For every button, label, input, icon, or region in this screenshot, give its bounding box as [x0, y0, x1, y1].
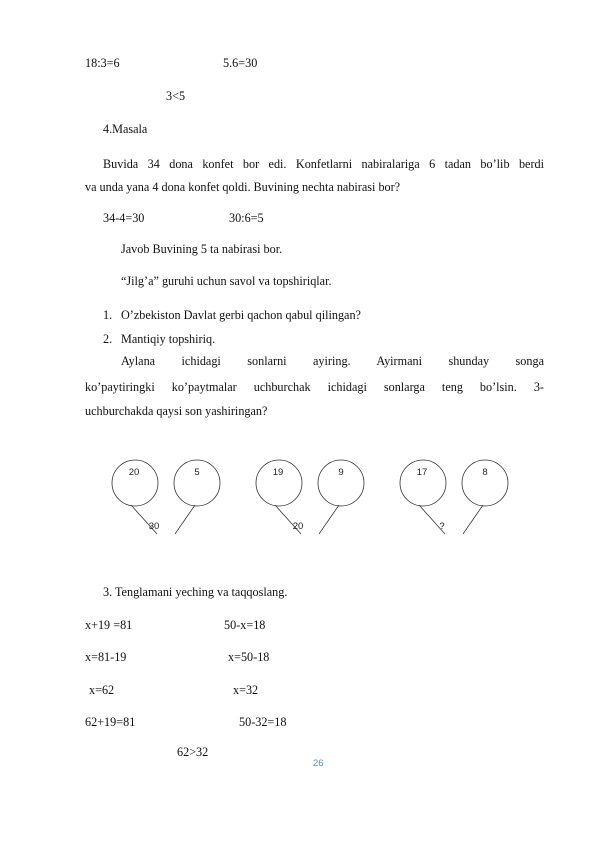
solution-step-1: 34-4=30 [103, 211, 145, 225]
left-circle-number: 19 [272, 467, 284, 478]
task-3-heading: 3. Tenglamani yeching va taqqoslang. [103, 585, 288, 599]
comparison-result: 62>32 [177, 745, 209, 759]
logic-task-line-3: uchburchakda qaysi son yashiringan? [85, 404, 268, 418]
problem-text-line-2: va unda yana 4 dona konfet qoldi. Buvining nechta nabirasi bor? [85, 180, 401, 194]
right-circle-number: 9 [338, 467, 344, 478]
logic-task-line-2: ko’paytiringki ko’paytmalar uchburchak ichidagi sonlarga teng bo’lsin. 3- [85, 380, 544, 394]
question-2-number: 2. [103, 332, 113, 346]
question-1-text: O’zbekiston Davlat gerbi qachon qabul qilingan? [121, 308, 361, 322]
right-circle-number: 5 [194, 467, 200, 478]
triangle-number: 30 [148, 521, 160, 532]
eq-18-div-3: 18:3=6 [85, 56, 120, 70]
left-circle-number: 17 [416, 467, 428, 478]
equation-2-right: x=50-18 [228, 650, 270, 664]
equation-1-left: x+19 =81 [85, 618, 133, 632]
equation-4-right: 50-32=18 [239, 715, 287, 729]
equation-2-left: x=81-19 [85, 650, 127, 664]
triangle-right-line [319, 505, 339, 534]
equation-3-left: x=62 [89, 683, 115, 697]
question-2-text: Mantiqiy topshiriq. [121, 332, 216, 346]
eq-5-times-6: 5.6=30 [223, 56, 258, 70]
equation-3-right: x=32 [233, 683, 259, 697]
circle-groups [112, 460, 508, 534]
circles-figure [0, 440, 595, 550]
solution-step-2: 30:6=5 [229, 211, 264, 225]
triangle-right-line [175, 505, 195, 534]
equation-1-right: 50-x=18 [224, 618, 266, 632]
problem-text-line-1: Buvida 34 dona konfet bor edi. Konfetlarni nabiralariga 6 tadan bo’lib berdi [103, 157, 544, 171]
triangle-right-line [463, 505, 483, 534]
equation-4-left: 62+19=81 [85, 715, 136, 729]
right-circle-number: 8 [482, 467, 488, 478]
problem-heading: 4.Masala [103, 122, 148, 136]
logic-task-line-1: Aylana ichidagi sonlarni ayiring. Ayirmani shunday songa [121, 354, 544, 368]
triangle-number: ? [439, 521, 445, 532]
page-number: 26 [313, 758, 324, 769]
question-1-number: 1. [103, 308, 113, 322]
group-questions-heading: “Jilg’a” guruhi uchun savol va topshiriqlar. [121, 274, 332, 288]
compare-3-5: 3<5 [166, 89, 186, 103]
left-circle-number: 20 [128, 467, 140, 478]
triangle-number: 20 [292, 521, 304, 532]
answer-line: Javob Buvining 5 ta nabirasi bor. [121, 242, 283, 256]
